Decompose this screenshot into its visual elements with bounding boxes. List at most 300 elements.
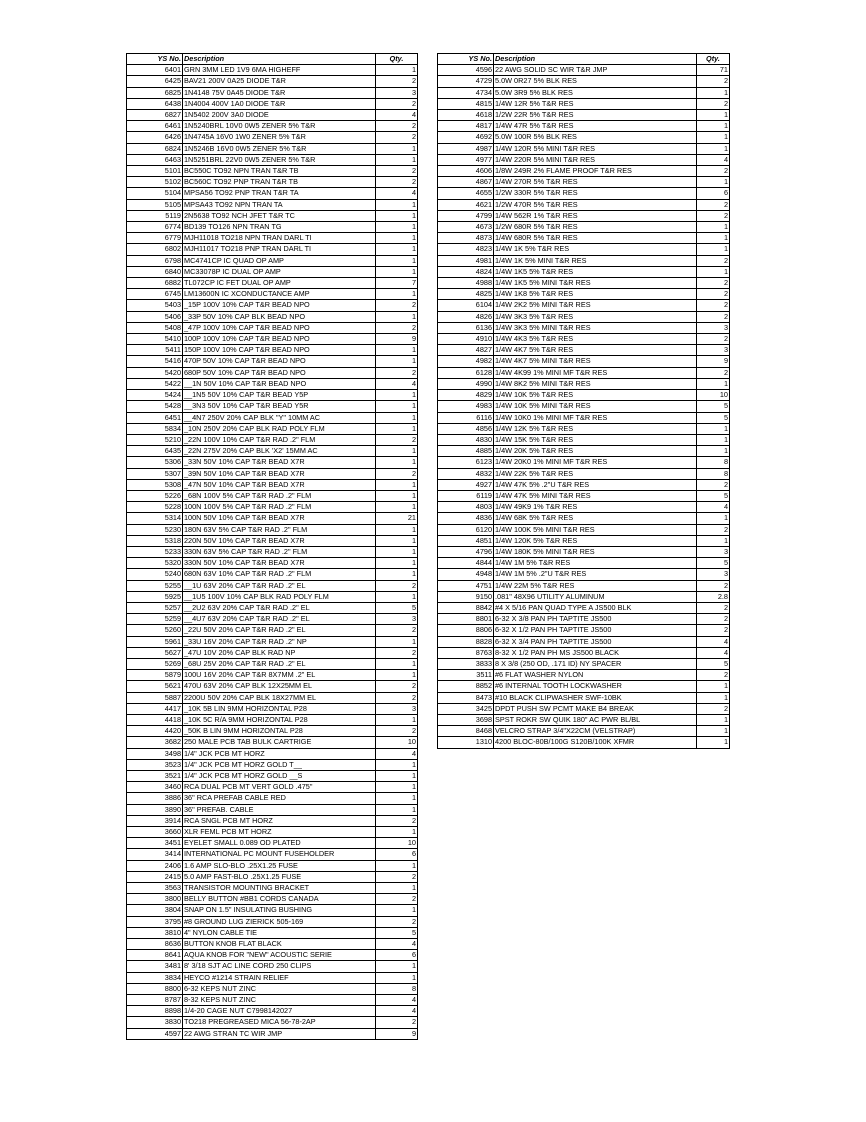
description-cell: 1/4W 680R 5% T&R RES <box>494 233 697 244</box>
table-row <box>127 916 418 927</box>
parts-table-left <box>126 53 418 1040</box>
description-cell: 100N 100V 5% CAP T&R RAD .2" FLM <box>183 502 376 513</box>
ys-no-cell: 6435 <box>127 446 183 457</box>
table-row <box>438 580 730 591</box>
ys-no-cell: 4885 <box>438 446 494 457</box>
table-row <box>127 535 418 546</box>
ys-no-cell: 4734 <box>438 87 494 98</box>
qty-cell: 1 <box>376 714 418 725</box>
ys-no-cell: 5424 <box>127 390 183 401</box>
description-cell: 1/4W 12R 5% T&R RES <box>494 98 697 109</box>
qty-cell: 2 <box>697 311 730 322</box>
table-row <box>127 255 418 266</box>
description-cell: 680P 50V 10% CAP T&R BEAD NPO <box>183 367 376 378</box>
description-cell: BAV21 200V 0A25 DIODE T&R <box>183 76 376 87</box>
ys-no-cell: 5627 <box>127 647 183 658</box>
ys-no-cell: 4751 <box>438 580 494 591</box>
description-cell: 1/4W 1K 5% MINI T&R RES <box>494 255 697 266</box>
description-cell: 1N4745A 16V0 1W0 ZENER 5% T&R <box>183 132 376 143</box>
qty-cell: 2 <box>376 177 418 188</box>
table-row <box>127 793 418 804</box>
table-row <box>127 546 418 557</box>
qty-cell: 1 <box>697 132 730 143</box>
ys-no-cell: 4829 <box>438 390 494 401</box>
qty-cell: 1 <box>376 266 418 277</box>
ys-no-cell: 3523 <box>127 759 183 770</box>
header-row <box>127 54 418 65</box>
qty-cell: 2 <box>697 703 730 714</box>
ys-no-cell: 4655 <box>438 188 494 199</box>
qty-cell: 2 <box>376 625 418 636</box>
table-row <box>438 726 730 737</box>
qty-cell: 1 <box>697 87 730 98</box>
description-cell: _33N 50V 10% CAP T&R BEAD X7R <box>183 457 376 468</box>
description-cell: 5.0W 3R9 5% BLK RES <box>494 87 697 98</box>
table-row <box>127 87 418 98</box>
table-row <box>127 322 418 333</box>
ys-no-cell: 4824 <box>438 266 494 277</box>
qty-cell: 71 <box>697 65 730 76</box>
table-row <box>127 490 418 501</box>
description-cell: 1/4W 10K 5% T&R RES <box>494 390 697 401</box>
ys-no-cell: 5420 <box>127 367 183 378</box>
description-cell: 1N5402 200V 3A0 DIODE <box>183 110 376 121</box>
ys-no-cell: 4832 <box>438 468 494 479</box>
description-cell: 1N4148 75V 0A45 DIODE T&R <box>183 87 376 98</box>
qty-cell: 5 <box>697 490 730 501</box>
table-row <box>127 524 418 535</box>
table-row <box>127 289 418 300</box>
table-row <box>438 222 730 233</box>
table-row <box>127 1028 418 1039</box>
description-cell: __4U7 63V 20% CAP T&R RAD .2" EL <box>183 614 376 625</box>
table-row <box>127 692 418 703</box>
ys-no-cell: 6425 <box>127 76 183 87</box>
ys-no-cell: 6119 <box>438 490 494 501</box>
description-cell: MJH11017 TO218 PNP TRAN DARL TI <box>183 244 376 255</box>
ys-no-cell: 4927 <box>438 479 494 490</box>
qty-cell: 4 <box>376 748 418 759</box>
qty-cell: 1 <box>697 266 730 277</box>
qty-cell: 4 <box>697 154 730 165</box>
description-cell: 1/4W 3K3 5% T&R RES <box>494 311 697 322</box>
ys-no-cell: 4981 <box>438 255 494 266</box>
ys-no-cell: 5411 <box>127 345 183 356</box>
qty-cell: 3 <box>376 614 418 625</box>
parts-table-left-body <box>127 65 418 1040</box>
qty-cell: 2 <box>376 916 418 927</box>
table-row <box>127 939 418 950</box>
ys-no-cell: 3511 <box>438 670 494 681</box>
description-cell: 100U 16V 20% CAP T&R 8X7MM .2" EL <box>183 670 376 681</box>
ys-no-cell: 5318 <box>127 535 183 546</box>
table-row <box>127 558 418 569</box>
ys-no-cell: 6774 <box>127 222 183 233</box>
description-cell: 1/4W 47K 5% MINI T&R RES <box>494 490 697 501</box>
ys-no-cell: 4673 <box>438 222 494 233</box>
description-cell: 1/4W 20K0 1% MINI MF T&R RES <box>494 457 697 468</box>
table-row <box>127 894 418 905</box>
description-cell: GRN 3MM LED 1V9 6MA HIGHEFF <box>183 65 376 76</box>
qty-cell: 9 <box>697 356 730 367</box>
qty-cell: 1 <box>376 199 418 210</box>
description-cell: TO218 PREGREASED MICA 56-78-2AP <box>183 1017 376 1028</box>
table-row <box>127 961 418 972</box>
ys-no-cell: 8641 <box>127 950 183 961</box>
ys-no-cell: 5226 <box>127 490 183 501</box>
qty-cell: 1 <box>376 345 418 356</box>
description-cell: 180N 63V 5% CAP T&R RAD .2" FLM <box>183 524 376 535</box>
qty-cell: 1 <box>376 65 418 76</box>
description-cell: #6 INTERNAL TOOTH LOCKWASHER <box>494 681 697 692</box>
description-cell: RCA DUAL PCB MT VERT GOLD .475" <box>183 782 376 793</box>
table-row <box>438 692 730 703</box>
ys-no-cell: 4420 <box>127 726 183 737</box>
table-row <box>127 356 418 367</box>
table-row <box>438 703 730 714</box>
table-row <box>127 76 418 87</box>
table-row <box>127 983 418 994</box>
description-cell: SPST ROKR SW QUIK 180" AC PWR BL/BL <box>494 714 697 725</box>
header-description: Description <box>183 54 376 65</box>
table-row <box>127 479 418 490</box>
table-row <box>127 771 418 782</box>
table-row <box>438 266 730 277</box>
ys-no-cell: 4836 <box>438 513 494 524</box>
description-cell: 1/4W 120K 5% T&R RES <box>494 535 697 546</box>
table-row <box>438 737 730 748</box>
qty-cell: 1 <box>376 210 418 221</box>
ys-no-cell: 5210 <box>127 434 183 445</box>
qty-cell: 2 <box>376 681 418 692</box>
qty-cell: 4 <box>376 110 418 121</box>
description-cell: XLR FEML PCB MT HORZ <box>183 827 376 838</box>
description-cell: MPSA56 TO92 PNP TRAN T&R TA <box>183 188 376 199</box>
qty-cell: 1 <box>376 524 418 535</box>
qty-cell: 1 <box>376 255 418 266</box>
description-cell: 6-32 X 3/4 PAN PH TAPTITE JS500 <box>494 636 697 647</box>
ys-no-cell: 5269 <box>127 658 183 669</box>
table-row <box>438 401 730 412</box>
table-row <box>127 434 418 445</box>
description-cell: 1/4" JCK PCB MT HORZ <box>183 748 376 759</box>
description-cell: 1/4W 22M 5% T&R RES <box>494 580 697 591</box>
table-row <box>127 860 418 871</box>
description-cell: 1/4W 270R 5% T&R RES <box>494 177 697 188</box>
qty-cell: 1 <box>376 569 418 580</box>
header-ys-no: YS No. <box>127 54 183 65</box>
ys-no-cell: 3682 <box>127 737 183 748</box>
qty-cell: 1 <box>697 513 730 524</box>
ys-no-cell: 5428 <box>127 401 183 412</box>
table-row <box>127 423 418 434</box>
qty-cell: 10 <box>697 390 730 401</box>
description-cell: 6-32 KEPS NUT ZINC <box>183 983 376 994</box>
description-cell: 1/4W 20K 5% T&R RES <box>494 446 697 457</box>
table-row <box>127 636 418 647</box>
description-cell: __3N3 50V 10% CAP T&R BEAD Y5R <box>183 401 376 412</box>
ys-no-cell: 6779 <box>127 233 183 244</box>
qty-cell: 2.8 <box>697 591 730 602</box>
ys-no-cell: 4873 <box>438 233 494 244</box>
ys-no-cell: 3804 <box>127 905 183 916</box>
ys-no-cell: 3451 <box>127 838 183 849</box>
qty-cell: 5 <box>697 401 730 412</box>
description-cell: _10N 250V 20% CAP BLK RAD POLY FLM <box>183 423 376 434</box>
ys-no-cell: 4988 <box>438 278 494 289</box>
table-row <box>127 278 418 289</box>
description-cell: 36" RCA PREFAB CABLE RED <box>183 793 376 804</box>
description-cell: 1/4W 4K99 1% MINI MF T&R RES <box>494 367 697 378</box>
ys-no-cell: 4596 <box>438 65 494 76</box>
ys-no-cell: 4817 <box>438 121 494 132</box>
qty-cell: 8 <box>697 468 730 479</box>
ys-no-cell: 6401 <box>127 65 183 76</box>
description-cell: 1/4W 12K 5% T&R RES <box>494 423 697 434</box>
description-cell: 1/4W 180K 5% MINI T&R RES <box>494 546 697 557</box>
description-cell: 1/4W 220R 5% MINI T&R RES <box>494 154 697 165</box>
qty-cell: 1 <box>376 502 418 513</box>
qty-cell: 5 <box>376 602 418 613</box>
table-row <box>438 569 730 580</box>
table-row <box>127 972 418 983</box>
description-cell: 5.0 AMP FAST-BLO .25X1.25 FUSE <box>183 871 376 882</box>
ys-no-cell: 3460 <box>127 782 183 793</box>
ys-no-cell: 6120 <box>438 524 494 535</box>
description-cell: 6-32 X 1/2 PAN PH TAPTITE JS500 <box>494 625 697 636</box>
table-row <box>127 580 418 591</box>
ys-no-cell: 4851 <box>438 535 494 546</box>
table-row <box>127 502 418 513</box>
ys-no-cell: 1310 <box>438 737 494 748</box>
qty-cell: 4 <box>697 647 730 658</box>
table-row <box>127 950 418 961</box>
qty-cell: 1 <box>697 244 730 255</box>
table-row <box>127 154 418 165</box>
qty-cell: 1 <box>376 636 418 647</box>
ys-no-cell: 6802 <box>127 244 183 255</box>
description-cell: TRANSISTOR MOUNTING BRACKET <box>183 883 376 894</box>
ys-no-cell: 6882 <box>127 278 183 289</box>
qty-cell: 1 <box>376 591 418 602</box>
qty-cell: 1 <box>376 412 418 423</box>
ys-no-cell: 3660 <box>127 827 183 838</box>
ys-no-cell: 8828 <box>438 636 494 647</box>
ys-no-cell: 4621 <box>438 199 494 210</box>
ys-no-cell: 3800 <box>127 894 183 905</box>
description-cell: _22U 50V 20% CAP T&R RAD .2" EL <box>183 625 376 636</box>
qty-cell: 2 <box>697 278 730 289</box>
description-cell: MC4741CP IC QUAD OP AMP <box>183 255 376 266</box>
qty-cell: 9 <box>376 1028 418 1039</box>
qty-cell: 1 <box>376 490 418 501</box>
table-row <box>438 468 730 479</box>
table-row <box>438 636 730 647</box>
ys-no-cell: 4825 <box>438 289 494 300</box>
description-cell: 8 X 3/8 (250 OD, .171 ID) NY SPACER <box>494 658 697 669</box>
table-row <box>127 927 418 938</box>
description-cell: __1N 50V 10% CAP T&R BEAD NPO <box>183 378 376 389</box>
table-row <box>438 278 730 289</box>
ys-no-cell: 4982 <box>438 356 494 367</box>
description-cell: 1/4W 1K5 5% T&R RES <box>494 266 697 277</box>
qty-cell: 4 <box>697 502 730 513</box>
description-cell: 5.0W 0R27 5% BLK RES <box>494 76 697 87</box>
table-row <box>438 143 730 154</box>
table-row <box>127 995 418 1006</box>
description-cell: 22 AWG STRAN TC WIR JMP <box>183 1028 376 1039</box>
table-row <box>127 804 418 815</box>
description-cell: 470U 63V 20% CAP BLK 12X25MM EL <box>183 681 376 692</box>
ys-no-cell: 2415 <box>127 871 183 882</box>
table-row <box>438 110 730 121</box>
description-cell: 250 MALE PCB TAB BULK CARTRIGE <box>183 737 376 748</box>
qty-cell: 10 <box>376 737 418 748</box>
description-cell: 1/4W 100K 5% MINI T&R RES <box>494 524 697 535</box>
qty-cell: 7 <box>376 278 418 289</box>
qty-cell: 2 <box>697 367 730 378</box>
table-row <box>127 815 418 826</box>
table-row <box>127 905 418 916</box>
table-row <box>127 468 418 479</box>
ys-no-cell: 4799 <box>438 210 494 221</box>
description-cell: 1/4W 1M 5% T&R RES <box>494 558 697 569</box>
qty-cell: 3 <box>697 322 730 333</box>
description-cell: #4 X 5/16 PAN QUAD TYPE A JS500 BLK <box>494 602 697 613</box>
header-row <box>438 54 730 65</box>
ys-no-cell: 4606 <box>438 166 494 177</box>
qty-cell: 2 <box>697 524 730 535</box>
description-cell: BUTTON KNOB FLAT BLACK <box>183 939 376 950</box>
qty-cell: 2 <box>376 434 418 445</box>
ys-no-cell: 6840 <box>127 266 183 277</box>
ys-no-cell: 6104 <box>438 300 494 311</box>
qty-cell: 2 <box>376 468 418 479</box>
ys-no-cell: 5233 <box>127 546 183 557</box>
table-row <box>438 244 730 255</box>
table-row <box>438 535 730 546</box>
table-row <box>127 378 418 389</box>
description-cell: 1N5240BRL 10V0 0W5 ZENER 5% T&R <box>183 121 376 132</box>
table-row <box>438 502 730 513</box>
qty-cell: 4 <box>697 636 730 647</box>
description-cell: _47U 10V 20% CAP BLK RAD NP <box>183 647 376 658</box>
table-row <box>127 647 418 658</box>
ys-no-cell: 5320 <box>127 558 183 569</box>
qty-cell: 5 <box>697 658 730 669</box>
table-row <box>127 782 418 793</box>
ys-no-cell: 8852 <box>438 681 494 692</box>
ys-no-cell: 3521 <box>127 771 183 782</box>
description-cell: 1/4W 15K 5% T&R RES <box>494 434 697 445</box>
qty-cell: 1 <box>376 670 418 681</box>
table-row <box>438 166 730 177</box>
ys-no-cell: 5101 <box>127 166 183 177</box>
qty-cell: 1 <box>376 658 418 669</box>
description-cell: 100N 50V 10% CAP T&R BEAD X7R <box>183 513 376 524</box>
ys-no-cell: 3890 <box>127 804 183 815</box>
qty-cell: 1 <box>376 771 418 782</box>
description-cell: 1N5246B 16V0 0W5 ZENER 5% T&R <box>183 143 376 154</box>
table-row <box>438 345 730 356</box>
qty-cell: 2 <box>697 166 730 177</box>
qty-cell: 1 <box>697 714 730 725</box>
ys-no-cell: 4827 <box>438 345 494 356</box>
description-cell: 1/4W 120R 5% MINI T&R RES <box>494 143 697 154</box>
ys-no-cell: 4815 <box>438 98 494 109</box>
table-row <box>127 266 418 277</box>
ys-no-cell: 5879 <box>127 670 183 681</box>
table-row <box>127 714 418 725</box>
qty-cell: 5 <box>376 927 418 938</box>
table-row <box>438 334 730 345</box>
qty-cell: 8 <box>697 457 730 468</box>
description-cell: AQUA KNOB FOR "NEW" ACOUSTIC SERIE <box>183 950 376 961</box>
qty-cell: 2 <box>697 602 730 613</box>
table-row <box>127 849 418 860</box>
description-cell: 1/4W 1K8 5% T&R RES <box>494 289 697 300</box>
qty-cell: 2 <box>376 300 418 311</box>
description-cell: 22 AWG SOLID SC WIR T&R JMP <box>494 65 697 76</box>
ys-no-cell: 5403 <box>127 300 183 311</box>
ys-no-cell: 5119 <box>127 210 183 221</box>
description-cell: #6 FLAT WASHER NYLON <box>494 670 697 681</box>
table-row <box>127 737 418 748</box>
ys-no-cell: 5314 <box>127 513 183 524</box>
description-cell: 1.6 AMP SLO-BLO .25X1.25 FUSE <box>183 860 376 871</box>
description-cell: _50K B LIN 9MM HORIZONTAL P28 <box>183 726 376 737</box>
description-cell: _15P 100V 10% CAP T&R BEAD NPO <box>183 300 376 311</box>
ys-no-cell: 5102 <box>127 177 183 188</box>
description-cell: BC550C TO92 NPN TRAN T&R TB <box>183 166 376 177</box>
qty-cell: 4 <box>376 939 418 950</box>
table-row <box>127 210 418 221</box>
ys-no-cell: 5887 <box>127 692 183 703</box>
qty-cell: 1 <box>376 423 418 434</box>
description-cell: _47N 50V 10% CAP T&R BEAD X7R <box>183 479 376 490</box>
table-row <box>438 210 730 221</box>
qty-cell: 4 <box>376 188 418 199</box>
table-row <box>438 647 730 658</box>
description-cell: 330N 63V 5% CAP T&R RAD .2" FLM <box>183 546 376 557</box>
description-cell: __1U 63V 20% CAP T&R RAD .2" EL <box>183 580 376 591</box>
description-cell: RCA SNGL PCB MT HORZ <box>183 815 376 826</box>
qty-cell: 1 <box>376 244 418 255</box>
table-row <box>127 143 418 154</box>
ys-no-cell: 4729 <box>438 76 494 87</box>
qty-cell: 1 <box>376 961 418 972</box>
table-row <box>438 65 730 76</box>
ys-no-cell: 3886 <box>127 793 183 804</box>
ys-no-cell: 8806 <box>438 625 494 636</box>
description-cell: 1/4-20 CAGE NUT C7998142027 <box>183 1006 376 1017</box>
table-row <box>127 110 418 121</box>
ys-no-cell: 4867 <box>438 177 494 188</box>
table-row <box>438 378 730 389</box>
table-row <box>438 546 730 557</box>
table-row <box>127 345 418 356</box>
ys-no-cell: 8636 <box>127 939 183 950</box>
description-cell: 1/4W 4K7 5% MINI T&R RES <box>494 356 697 367</box>
qty-cell: 1 <box>697 110 730 121</box>
description-cell: 1/4W 22K 5% T&R RES <box>494 468 697 479</box>
qty-cell: 2 <box>376 322 418 333</box>
description-cell: DPDT PUSH SW PCMT MAKE B4 BREAK <box>494 703 697 714</box>
ys-no-cell: 5307 <box>127 468 183 479</box>
table-row <box>438 289 730 300</box>
description-cell: 1/4W 68K 5% T&R RES <box>494 513 697 524</box>
ys-no-cell: 5230 <box>127 524 183 535</box>
